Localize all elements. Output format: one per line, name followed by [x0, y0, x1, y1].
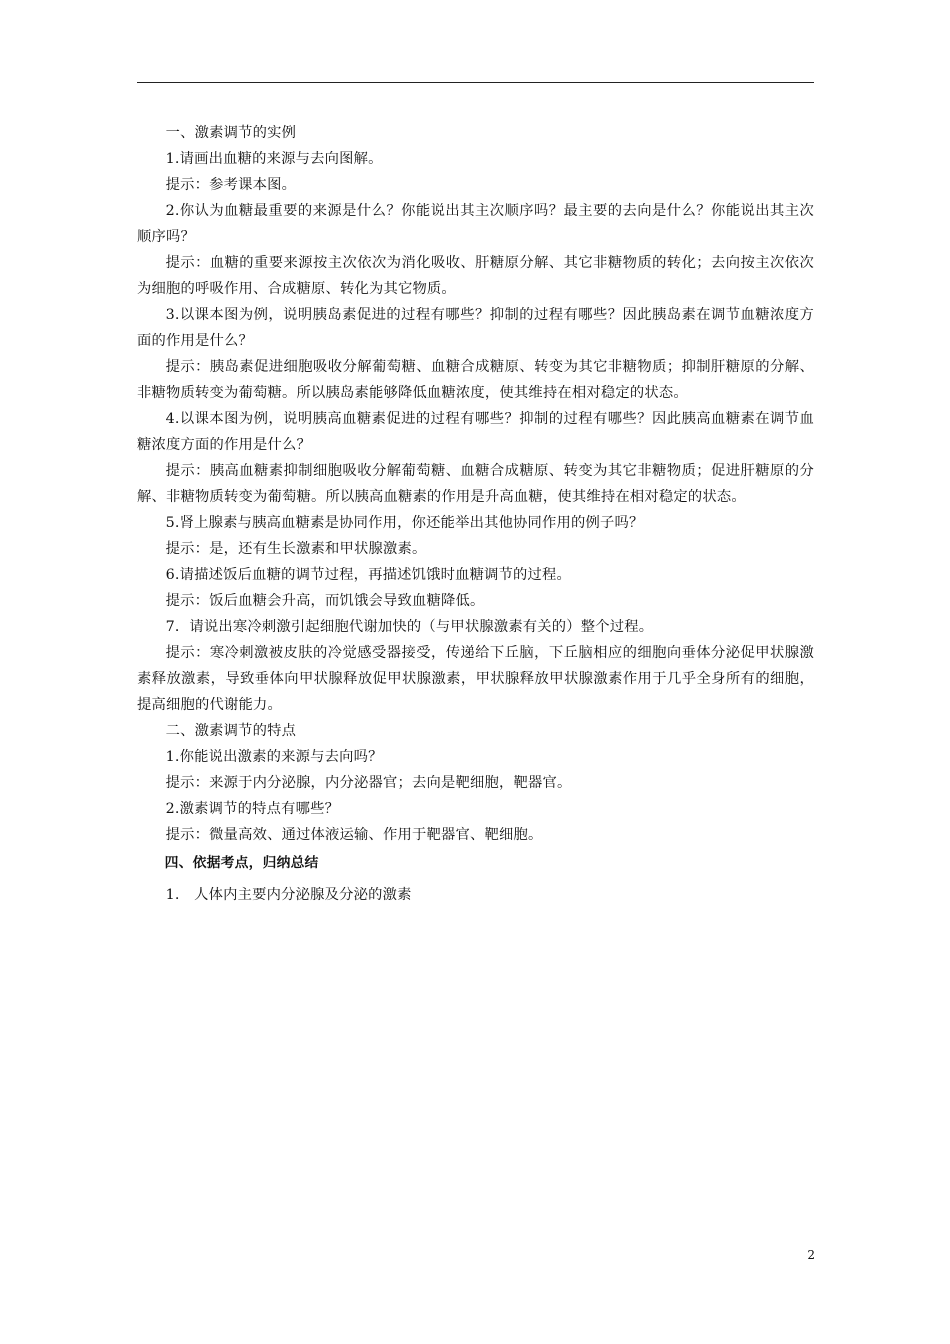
hint-paragraph: 提示：参考课本图。 — [165, 177, 297, 193]
hint-paragraph: 提示：血糖的重要来源按主次依次为消化吸收、肝糖原分解、其它非糖物质的转化；去向按主次依次为细胞的呼吸作用、合成糖原、转化为其它物质。 — [137, 255, 814, 297]
question-paragraph: 2.激素调节的特点有哪些？ — [165, 801, 340, 817]
question-paragraph: 6.请描述饭后血糖的调节过程，再描述饥饿时血糖调节的过程。 — [165, 567, 572, 583]
section-heading-bold: 四、依据考点，归纳总结 — [164, 855, 319, 871]
hint-paragraph: 提示：胰高血糖素抑制细胞吸收分解葡萄糖、血糖合成糖原、转变为其它非糖物质；促进肝糖原的分解、非糖物质转变为葡萄糖。所以胰高血糖素的作用是升高血糖，使其维持在相对稳定的状态。 — [137, 463, 814, 505]
list-item: 1. 人体内主要内分泌腺及分泌的激素 — [165, 887, 412, 903]
page-number: 2 — [807, 1248, 815, 1262]
header-rule — [137, 82, 814, 83]
question-paragraph: 1.你能说出激素的来源与去向吗？ — [165, 749, 383, 765]
question-paragraph: 4.以课本图为例，说明胰高血糖素促进的过程有哪些？抑制的过程有哪些？因此胰高血糖素在调节血糖浓度方面的作用是什么？ — [137, 411, 814, 453]
hint-paragraph: 提示：寒冷刺激被皮肤的冷觉感受器接受，传递给下丘脑，下丘脑相应的细胞向垂体分泌促甲状腺激素释放激素，导致垂体向甲状腺释放促甲状腺激素，甲状腺释放甲状腺激素作用于几乎全身所有的细胞，提高细胞的代谢能力。 — [137, 645, 814, 713]
question-paragraph: 7．请说出寒冷刺激引起细胞代谢加快的（与甲状腺激素有关的）整个过程。 — [165, 619, 654, 635]
hint-paragraph: 提示：饭后血糖会升高，而饥饿会导致血糖降低。 — [165, 593, 485, 609]
document-body — [137, 120, 814, 908]
hint-paragraph: 提示：微量高效、通过体液运输、作用于靶器官、靶细胞。 — [165, 827, 543, 843]
hint-paragraph: 提示：是，还有生长激素和甲状腺激素。 — [165, 541, 427, 557]
question-paragraph: 5.肾上腺素与胰高血糖素是协同作用，你还能举出其他协同作用的例子吗？ — [165, 515, 644, 531]
question-paragraph: 1.请画出血糖的来源与去向图解。 — [165, 151, 383, 167]
hint-paragraph: 提示：胰岛素促进细胞吸收分解葡萄糖、血糖合成糖原、转变为其它非糖物质；抑制肝糖原的分解、非糖物质转变为葡萄糖。所以胰岛素能够降低血糖浓度，使其维持在相对稳定的状态。 — [137, 359, 814, 401]
section-title: 二、激素调节的特点 — [165, 723, 297, 739]
question-paragraph: 3.以课本图为例，说明胰岛素促进的过程有哪些？抑制的过程有哪些？因此胰岛素在调节血糖浓度方面的作用是什么？ — [137, 307, 814, 349]
section-title: 一、激素调节的实例 — [165, 125, 297, 141]
question-paragraph: 2.你认为血糖最重要的来源是什么？你能说出其主次顺序吗？最主要的去向是什么？你能说出其主次顺序吗？ — [137, 203, 814, 245]
hint-paragraph: 提示：来源于内分泌腺，内分泌器官；去向是靶细胞，靶器官。 — [165, 775, 572, 791]
